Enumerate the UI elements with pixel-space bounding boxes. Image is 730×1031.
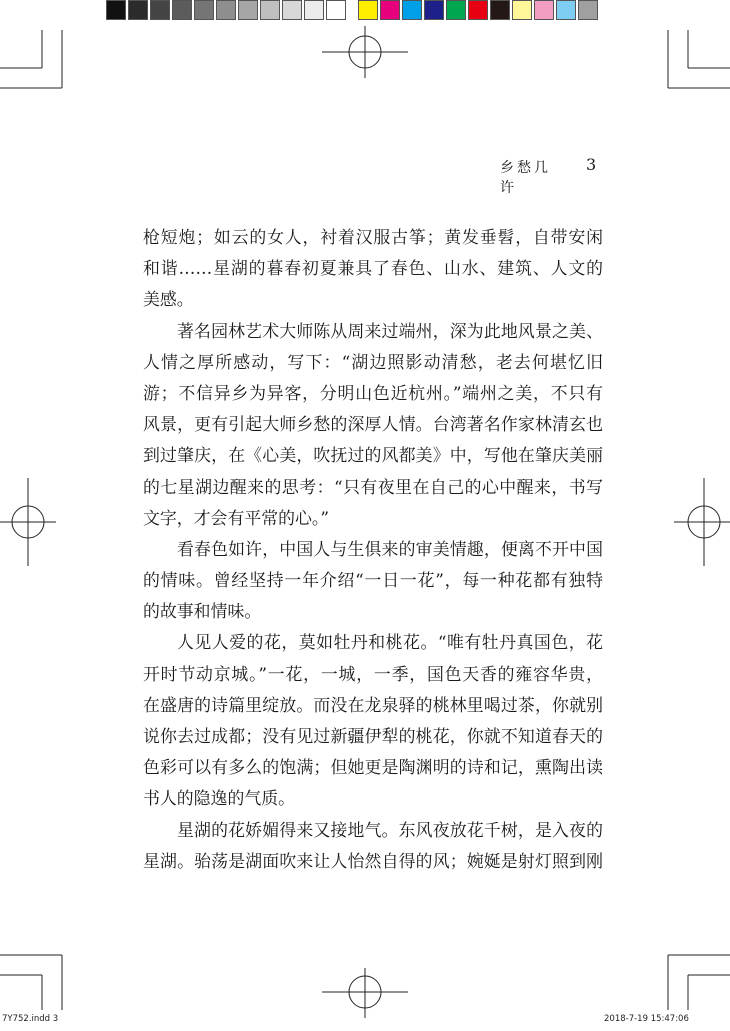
text-line: 看春色如许，中国人与生俱来的审美情趣，便离不开中国: [177, 538, 603, 559]
text-line: 美感。: [143, 289, 194, 310]
text-line: 人情之厚所感动，写下：“湖边照影动清愁，老去何堪忆旧: [143, 351, 603, 372]
body-text: [143, 222, 603, 877]
text-line: 说你去过成都；没有见过新疆伊犁的桃花，你就不知道春天的: [143, 726, 603, 746]
text-line: 游；不信异乡为异客，分明山色近杭州。”端州之美，不只有: [143, 382, 603, 403]
text-line: 和谐……星湖的暮春初夏兼具了春色、山水、建筑、人文的: [143, 258, 603, 279]
registration-mark-top: [322, 26, 408, 78]
registration-mark-left: [0, 478, 56, 566]
text-line: 色彩可以有多么的饱满；但她更是陶渊明的诗和记，熏陶出读: [143, 757, 603, 778]
footer-file-name: 7Y752.indd 3: [2, 1014, 59, 1024]
text-line: 到过肇庆，在《心美，吹抚过的风都美》中，写他在肇庆美丽: [143, 445, 603, 466]
registration-mark-bottom: [322, 968, 408, 1018]
text-line: 的七星湖边醒来的思考：“只有夜里在自己的心中醒来，书写: [143, 476, 603, 497]
page-number: 3: [586, 155, 597, 174]
text-line: 文字，才会有平常的心。”: [143, 507, 329, 528]
running-header-title: 乡愁几许: [500, 160, 551, 196]
text-line: 枪短炮；如云的女人，衬着汉服古筝；黄发垂髫，自带安闲: [143, 227, 603, 247]
text-line: 人见人爱的花，莫如牡丹和桃花。“唯有牡丹真国色，花: [177, 632, 603, 653]
text-line: 风景，更有引起大师乡愁的深厚人情。台湾著名作家林清玄也: [143, 414, 603, 435]
text-line: 的故事和情味。: [143, 601, 262, 622]
text-line: 开时节动京城。”一花，一城，一季，国色天香的雍容华贵，: [143, 663, 603, 684]
text-line: 的情味。曾经坚持一年介绍“一日一花”，每一种花都有独特: [143, 570, 603, 591]
footer-timestamp: 2018-7-19 15:47:06: [604, 1014, 689, 1024]
text-line: 星湖。骀荡是湖面吹来让人怡然自得的风；婉娫是射灯照到刚: [143, 850, 603, 871]
text-line: 星湖的花娇媚得来又接地气。东风夜放花千树，是入夜的: [177, 819, 603, 840]
text-line: 著名园林艺术大师陈从周来过端州，深为此地风景之美、: [177, 320, 603, 341]
registration-mark-right: [674, 478, 730, 566]
text-line: 在盛唐的诗篇里绽放。而没在龙泉驿的桃林里喝过茶，你就别: [143, 694, 603, 715]
text-line: 书人的隐逸的气质。: [143, 788, 296, 809]
